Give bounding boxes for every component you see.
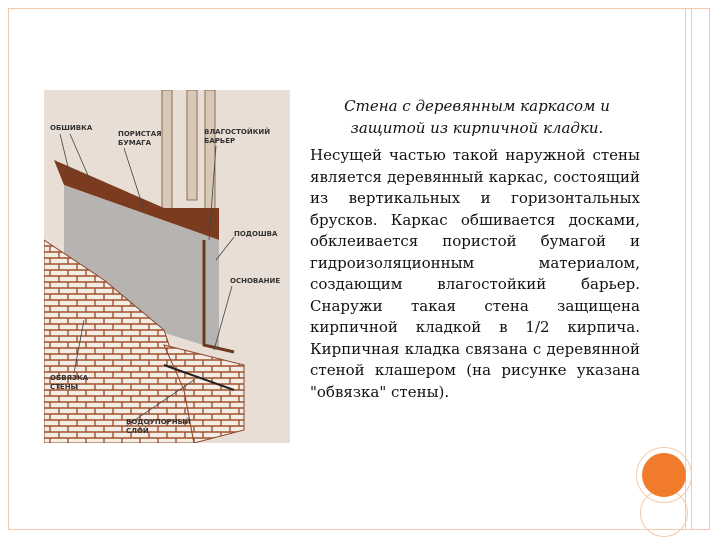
label-porous-paper-2: БУМАГА [118, 139, 151, 147]
label-base: ОСНОВАНИЕ [230, 277, 281, 285]
label-waterproof-layer-2: СЛОЙ [126, 427, 149, 435]
decor-orange-circle [642, 453, 686, 497]
label-porous-paper: ПОРИСТАЯ [118, 130, 162, 138]
label-sheathing: ОБШИВКА [50, 124, 93, 132]
label-wall-tie-2: СТЕНЫ [50, 383, 78, 391]
wood-stud [162, 90, 172, 210]
wood-stud [187, 90, 197, 200]
body-paragraph: Несущей частью такой наружной стены является деревянный каркас, состоящий из вертикальных и горизонтальных брусков. Каркас обшивается досками, обклеивается пористой бумагой и гидроизоляционным материалом, создающим влагостойкий барьер. Снаружи такая стена защищена кирпичной кладкой в 1/2 кирпича. Кирпичная кладка связана с деревянной стеной клашером (на рисунке указана "обвязка" стены). [310, 146, 640, 401]
figure-caption: Стена с деревянным каркасом и защитой из кирпичной кладки. [344, 97, 610, 137]
label-moisture-barrier-2: БАРЬЕР [204, 137, 236, 145]
side-border-line [685, 8, 686, 530]
side-border-line-2 [691, 8, 692, 530]
label-sole: ПОДОШВА [234, 230, 278, 238]
label-wall-tie: ОБВЯЗКА [50, 374, 89, 382]
label-moisture-barrier: ВЛАГОСТОЙКИЙ [204, 128, 271, 136]
label-waterproof-layer: ВОДОУПОРНЫЙ [126, 418, 191, 426]
wall-diagram [44, 90, 290, 443]
